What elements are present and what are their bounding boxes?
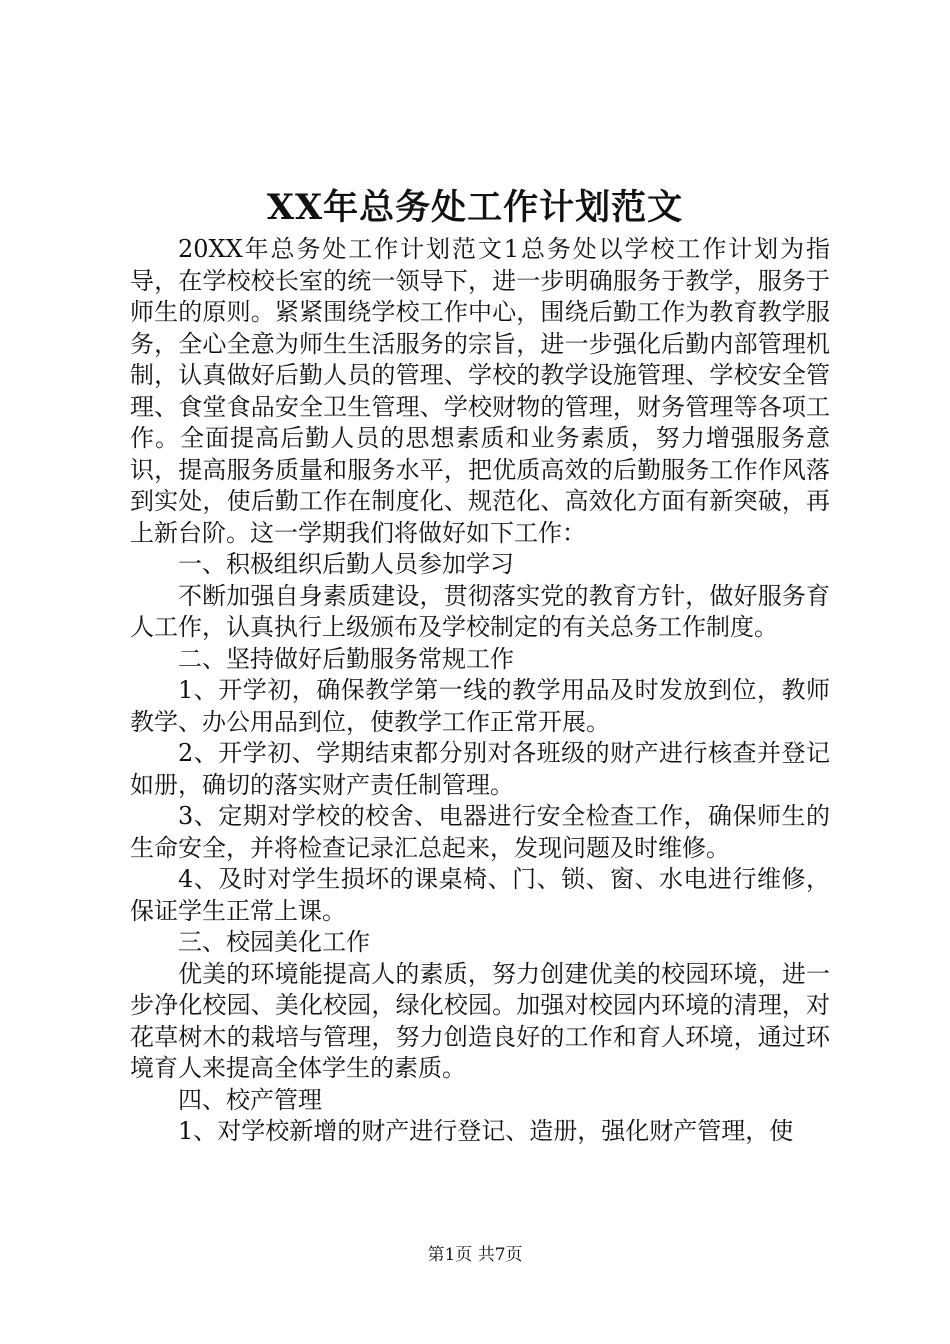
paragraph-item-3: 3、定期对学校的校舍、电器进行安全检查工作，确保师生的生命安全，并将检查记录汇总起来，发现问题及时维修。: [130, 802, 830, 862]
paragraph-item-2: 2、开学初、学期结束都分别对各班级的财产进行核查并登记如册，确切的落实财产责任制管理。: [130, 739, 830, 799]
section-heading-1: 一、积极组织后勤人员参加学习: [178, 550, 514, 578]
section-heading-2: 二、坚持做好后勤服务常规工作: [178, 644, 514, 673]
paragraph-campus: 优美的环境能提高人的素质，努力创建优美的校园环境，进一步净化校园、美化校园，绿化校园。加强对校园内环境的清理，对花草树木的栽培与管理，努力创造良好的工作和育人环境，通过环境育人来提高全体学生的素质。: [130, 959, 830, 1082]
page-indicator: 第1页 共7页: [427, 1245, 523, 1265]
paragraph-item-1: 1、开学初，确保教学第一线的教学用品及时发放到位，教师教学、办公用品到位，使教学工作正常开展。: [130, 676, 830, 736]
paragraph-study: 不断加强自身素质建设，贯彻落实党的教育方针，做好服务育人工作，认真执行上级颁布及学校制定的有关总务工作制度。: [130, 581, 830, 641]
document-title: XX年总务处工作计划范文: [266, 187, 684, 228]
paragraph-assets-1: 1、对学校新增的财产进行登记、造册，强化财产管理，使: [178, 1117, 794, 1145]
document-body: [130, 234, 830, 1148]
paragraph-item-4: 4、及时对学生损坏的课桌椅、门、锁、窗、水电进行维修，保证学生正常上课。: [130, 865, 830, 925]
section-heading-4: 四、校产管理: [178, 1085, 322, 1114]
section-heading-3: 三、校园美化工作: [178, 928, 370, 956]
paragraph-intro: 20XX年总务处工作计划范文1总务处以学校工作计划为指导，在学校校长室的统一领导下，进一步明确服务于教学，服务于师生的原则。紧紧围绕学校工作中心，围绕后勤工作为教育教学服务，全心全意为师生生活服务的宗旨，进一步强化后勤内部管理机制，认真做好后勤人员的管理、学校的教学设施管理、学校安全管理、食堂食品安全卫生管理、学校财物的管理，财务管理等各项工作。全面提高后勤人员的思想素质和业务素质，努力增强服务意识，提高服务质量和服务水平，把优质高效的后勤服务工作作风落到实处，使后勤工作在制度化、规范化、高效化方面有新突破，再上新台阶。这一学期我们将做好如下工作：: [130, 235, 830, 547]
